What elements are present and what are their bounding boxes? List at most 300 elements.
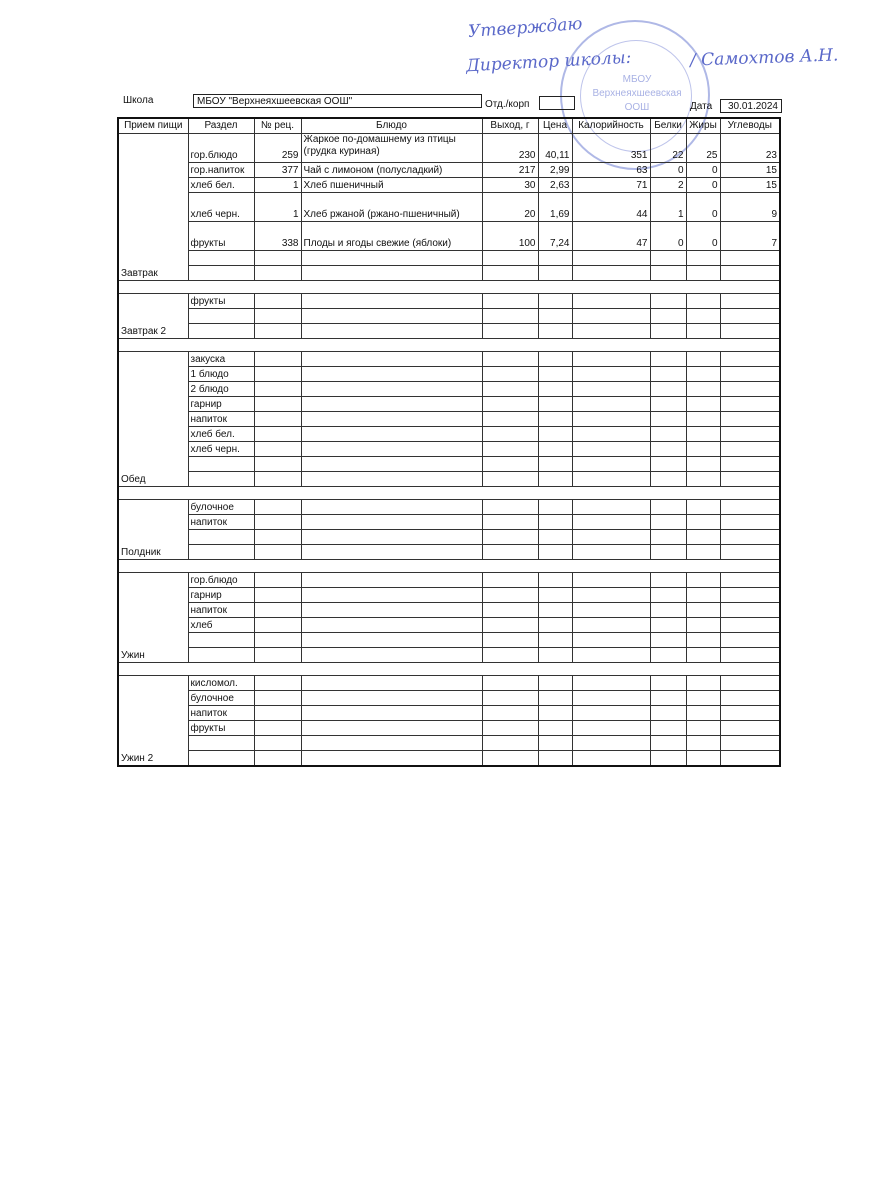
yield-cell	[482, 324, 538, 339]
kcal-cell: 71	[572, 178, 650, 193]
section-cell: гор.блюдо	[188, 573, 254, 588]
fat-cell	[686, 427, 720, 442]
carbs-cell	[720, 706, 780, 721]
section-cell	[188, 736, 254, 751]
recipe-cell	[254, 588, 301, 603]
school-field[interactable]: МБОУ "Верхнеяхшеевская ООШ"	[193, 94, 482, 108]
protein-cell	[650, 515, 686, 530]
recipe-cell	[254, 324, 301, 339]
price-cell	[538, 294, 572, 309]
section-cell	[188, 530, 254, 545]
fat-cell	[686, 515, 720, 530]
yield-cell	[482, 706, 538, 721]
meal-separator-cell	[118, 560, 780, 573]
meal-separator-row	[118, 281, 780, 294]
kcal-cell	[572, 251, 650, 266]
stamp-name: Верхнеяхшеевская	[592, 88, 682, 99]
recipe-cell: 1	[254, 193, 301, 222]
price-cell: 7,24	[538, 222, 572, 251]
recipe-cell	[254, 676, 301, 691]
section-cell: гор.напиток	[188, 163, 254, 178]
table-row	[118, 427, 780, 442]
carbs-cell	[720, 457, 780, 472]
kcal-cell	[572, 530, 650, 545]
kcal-cell	[572, 648, 650, 663]
yield-cell	[482, 427, 538, 442]
kcal-cell	[572, 472, 650, 487]
recipe-cell	[254, 633, 301, 648]
price-cell	[538, 633, 572, 648]
kcal-cell: 63	[572, 163, 650, 178]
section-cell: хлеб черн.	[188, 442, 254, 457]
protein-cell	[650, 382, 686, 397]
section-cell: хлеб бел.	[188, 178, 254, 193]
kcal-cell	[572, 618, 650, 633]
fat-cell	[686, 676, 720, 691]
fat-cell	[686, 457, 720, 472]
protein-cell: 2	[650, 178, 686, 193]
fat-cell	[686, 352, 720, 367]
table-row	[118, 178, 780, 193]
dish-cell	[301, 352, 482, 367]
kcal-cell	[572, 294, 650, 309]
kcal-cell	[572, 382, 650, 397]
dish-cell	[301, 736, 482, 751]
kcal-cell	[572, 573, 650, 588]
menu-body	[118, 134, 780, 767]
carbs-cell	[720, 573, 780, 588]
recipe-cell: 259	[254, 134, 301, 163]
dish-cell	[301, 706, 482, 721]
dept-field[interactable]	[539, 96, 575, 110]
meal-name-cell: Завтрак 2	[118, 294, 188, 339]
kcal-cell	[572, 633, 650, 648]
protein-cell	[650, 500, 686, 515]
fat-cell: 0	[686, 163, 720, 178]
fat-cell: 0	[686, 193, 720, 222]
price-cell	[538, 530, 572, 545]
dish-cell	[301, 751, 482, 767]
kcal-cell	[572, 266, 650, 281]
carbs-cell	[720, 266, 780, 281]
table-row	[118, 721, 780, 736]
yield-cell: 230	[482, 134, 538, 163]
dish-cell: Плоды и ягоды свежие (яблоки)	[301, 222, 482, 251]
price-cell	[538, 676, 572, 691]
section-cell	[188, 633, 254, 648]
yield-cell	[482, 382, 538, 397]
protein-cell	[650, 588, 686, 603]
fat-cell	[686, 706, 720, 721]
price-cell	[538, 382, 572, 397]
carbs-cell	[720, 515, 780, 530]
dish-cell	[301, 382, 482, 397]
protein-cell	[650, 397, 686, 412]
price-cell	[538, 648, 572, 663]
yield-cell	[482, 603, 538, 618]
price-cell	[538, 367, 572, 382]
approval-line2: Директор школы:	[465, 47, 632, 77]
carbs-cell: 23	[720, 134, 780, 163]
dish-cell	[301, 134, 482, 163]
table-row	[118, 588, 780, 603]
recipe-cell	[254, 618, 301, 633]
carbs-cell	[720, 251, 780, 266]
kcal-cell	[572, 691, 650, 706]
section-cell: булочное	[188, 691, 254, 706]
carbs-cell	[720, 676, 780, 691]
carbs-cell: 15	[720, 178, 780, 193]
dish-cell	[301, 251, 482, 266]
dish-line-2: (грудка куриная)	[303, 146, 380, 157]
fat-cell: 0	[686, 178, 720, 193]
price-cell	[538, 500, 572, 515]
yield-cell	[482, 691, 538, 706]
section-cell	[188, 472, 254, 487]
yield-cell: 30	[482, 178, 538, 193]
section-cell: гарнир	[188, 397, 254, 412]
protein-cell	[650, 545, 686, 560]
section-cell	[188, 751, 254, 767]
yield-cell	[482, 442, 538, 457]
dish-cell	[301, 427, 482, 442]
approval-line1: Утверждаю	[467, 14, 584, 42]
yield-cell	[482, 266, 538, 281]
yield-cell	[482, 472, 538, 487]
kcal-cell	[572, 397, 650, 412]
section-cell	[188, 324, 254, 339]
table-row	[118, 706, 780, 721]
dish-cell	[301, 500, 482, 515]
kcal-cell	[572, 706, 650, 721]
date-label: Дата	[690, 101, 713, 112]
protein-cell	[650, 633, 686, 648]
fat-cell	[686, 412, 720, 427]
section-cell	[188, 266, 254, 281]
yield-cell	[482, 515, 538, 530]
meal-name-cell: Завтрак	[118, 134, 188, 281]
price-cell: 1,69	[538, 193, 572, 222]
fat-cell	[686, 573, 720, 588]
price-cell	[538, 442, 572, 457]
col-header-fat: Жиры	[686, 118, 720, 134]
fat-cell	[686, 603, 720, 618]
carbs-cell	[720, 545, 780, 560]
recipe-cell	[254, 751, 301, 767]
table-row	[118, 648, 780, 663]
fat-cell	[686, 500, 720, 515]
table-row	[118, 545, 780, 560]
section-cell: булочное	[188, 500, 254, 515]
table-row	[118, 367, 780, 382]
carbs-cell: 7	[720, 222, 780, 251]
dish-cell	[301, 588, 482, 603]
fat-cell	[686, 309, 720, 324]
school-label: Школа	[123, 95, 154, 106]
fat-cell	[686, 691, 720, 706]
price-cell	[538, 397, 572, 412]
kcal-cell	[572, 427, 650, 442]
protein-cell	[650, 603, 686, 618]
table-row	[118, 382, 780, 397]
protein-cell: 22	[650, 134, 686, 163]
section-cell	[188, 648, 254, 663]
table-row	[118, 515, 780, 530]
meal-name-cell: Обед	[118, 352, 188, 487]
yield-cell	[482, 412, 538, 427]
fat-cell	[686, 588, 720, 603]
section-cell	[188, 251, 254, 266]
section-cell	[188, 457, 254, 472]
section-cell: гор.блюдо	[188, 134, 254, 163]
protein-cell	[650, 251, 686, 266]
table-row	[118, 397, 780, 412]
meal-separator-cell	[118, 487, 780, 500]
table-row	[118, 573, 780, 588]
carbs-cell	[720, 603, 780, 618]
price-cell	[538, 472, 572, 487]
kcal-cell	[572, 603, 650, 618]
dish-cell	[301, 442, 482, 457]
carbs-cell	[720, 294, 780, 309]
kcal-cell	[572, 309, 650, 324]
kcal-cell	[572, 545, 650, 560]
price-cell	[538, 457, 572, 472]
kcal-cell	[572, 676, 650, 691]
menu-table	[117, 117, 781, 767]
section-cell: напиток	[188, 603, 254, 618]
carbs-cell	[720, 412, 780, 427]
carbs-cell	[720, 472, 780, 487]
recipe-cell: 338	[254, 222, 301, 251]
protein-cell	[650, 721, 686, 736]
section-cell: хлеб черн.	[188, 193, 254, 222]
price-cell	[538, 266, 572, 281]
price-cell	[538, 691, 572, 706]
protein-cell	[650, 573, 686, 588]
table-row	[118, 442, 780, 457]
stamp-sub: ООШ	[624, 102, 650, 113]
price-cell	[538, 427, 572, 442]
dish-cell	[301, 472, 482, 487]
kcal-cell	[572, 751, 650, 767]
yield-cell: 217	[482, 163, 538, 178]
yield-cell	[482, 352, 538, 367]
table-row	[118, 736, 780, 751]
price-cell	[538, 545, 572, 560]
dish-cell	[301, 457, 482, 472]
fat-cell	[686, 382, 720, 397]
meal-separator-row	[118, 560, 780, 573]
protein-cell: 1	[650, 193, 686, 222]
carbs-cell: 9	[720, 193, 780, 222]
price-cell	[538, 309, 572, 324]
table-row	[118, 163, 780, 178]
section-cell: кисломол.	[188, 676, 254, 691]
protein-cell	[650, 352, 686, 367]
yield-cell	[482, 676, 538, 691]
col-header-carbs: Углеводы	[720, 118, 780, 134]
table-row	[118, 309, 780, 324]
table-row	[118, 676, 780, 691]
yield-cell	[482, 397, 538, 412]
table-row	[118, 222, 780, 251]
meal-name-cell: Ужин	[118, 573, 188, 663]
recipe-cell	[254, 721, 301, 736]
price-cell	[538, 736, 572, 751]
yield-cell	[482, 573, 538, 588]
section-cell: фрукты	[188, 721, 254, 736]
dish-cell	[301, 603, 482, 618]
meal-name-cell: Ужин 2	[118, 676, 188, 767]
recipe-cell	[254, 427, 301, 442]
recipe-cell	[254, 706, 301, 721]
recipe-cell	[254, 251, 301, 266]
table-row	[118, 324, 780, 339]
price-cell	[538, 573, 572, 588]
table-row	[118, 691, 780, 706]
dish-cell: Чай с лимоном (полусладкий)	[301, 163, 482, 178]
stamp-org: МБОУ	[622, 74, 652, 85]
yield-cell	[482, 588, 538, 603]
recipe-cell	[254, 367, 301, 382]
col-header-price: Цена	[538, 118, 572, 134]
col-header-dish: Блюдо	[301, 118, 482, 134]
table-row	[118, 412, 780, 427]
table-row	[118, 472, 780, 487]
protein-cell	[650, 294, 686, 309]
recipe-cell	[254, 691, 301, 706]
kcal-cell	[572, 412, 650, 427]
protein-cell	[650, 648, 686, 663]
dish-cell	[301, 367, 482, 382]
kcal-cell	[572, 736, 650, 751]
carbs-cell	[720, 618, 780, 633]
protein-cell	[650, 367, 686, 382]
price-cell	[538, 324, 572, 339]
carbs-cell	[720, 397, 780, 412]
dish-cell	[301, 721, 482, 736]
dish-cell	[301, 545, 482, 560]
approval-signature: / Самохтов А.Н.	[689, 45, 839, 71]
kcal-cell: 47	[572, 222, 650, 251]
section-cell: фрукты	[188, 222, 254, 251]
recipe-cell	[254, 294, 301, 309]
carbs-cell	[720, 309, 780, 324]
recipe-cell	[254, 515, 301, 530]
protein-cell	[650, 691, 686, 706]
col-header-kcal: Калорийность	[572, 118, 650, 134]
carbs-cell	[720, 648, 780, 663]
protein-cell	[650, 706, 686, 721]
protein-cell	[650, 736, 686, 751]
section-cell: закуска	[188, 352, 254, 367]
yield-cell	[482, 751, 538, 767]
carbs-cell	[720, 530, 780, 545]
fat-cell	[686, 751, 720, 767]
protein-cell	[650, 324, 686, 339]
meal-name-cell: Полдник	[118, 500, 188, 560]
protein-cell	[650, 457, 686, 472]
protein-cell	[650, 618, 686, 633]
yield-cell	[482, 648, 538, 663]
meal-separator-row	[118, 663, 780, 676]
table-row	[118, 618, 780, 633]
kcal-cell: 351	[572, 134, 650, 163]
carbs-cell	[720, 324, 780, 339]
yield-cell	[482, 251, 538, 266]
dish-cell	[301, 412, 482, 427]
date-field[interactable]: 30.01.2024	[720, 99, 782, 113]
price-cell	[538, 251, 572, 266]
yield-cell	[482, 633, 538, 648]
recipe-cell: 377	[254, 163, 301, 178]
col-header-section: Раздел	[188, 118, 254, 134]
recipe-cell	[254, 603, 301, 618]
kcal-cell	[572, 442, 650, 457]
col-header-protein: Белки	[650, 118, 686, 134]
section-cell: фрукты	[188, 294, 254, 309]
dish-cell	[301, 676, 482, 691]
carbs-cell	[720, 367, 780, 382]
kcal-cell	[572, 352, 650, 367]
table-row	[118, 500, 780, 515]
fat-cell	[686, 472, 720, 487]
yield-cell	[482, 500, 538, 515]
kcal-cell	[572, 588, 650, 603]
price-cell	[538, 603, 572, 618]
table-row	[118, 530, 780, 545]
section-cell: 1 блюдо	[188, 367, 254, 382]
carbs-cell	[720, 588, 780, 603]
recipe-cell	[254, 500, 301, 515]
fat-cell	[686, 618, 720, 633]
fat-cell	[686, 324, 720, 339]
fat-cell	[686, 442, 720, 457]
recipe-cell	[254, 648, 301, 663]
price-cell	[538, 352, 572, 367]
table-header-row	[118, 118, 780, 134]
yield-cell	[482, 721, 538, 736]
protein-cell	[650, 472, 686, 487]
kcal-cell	[572, 500, 650, 515]
protein-cell	[650, 412, 686, 427]
dish-cell: Хлеб пшеничный	[301, 178, 482, 193]
yield-cell	[482, 309, 538, 324]
table-row	[118, 134, 780, 163]
carbs-cell	[720, 721, 780, 736]
dish-cell	[301, 691, 482, 706]
section-cell: напиток	[188, 706, 254, 721]
carbs-cell	[720, 736, 780, 751]
price-cell	[538, 412, 572, 427]
table-row	[118, 603, 780, 618]
section-cell: хлеб бел.	[188, 427, 254, 442]
dish-cell	[301, 633, 482, 648]
fat-cell	[686, 648, 720, 663]
yield-cell	[482, 736, 538, 751]
section-cell	[188, 309, 254, 324]
yield-cell	[482, 367, 538, 382]
dish-cell	[301, 266, 482, 281]
dish-cell	[301, 648, 482, 663]
price-cell	[538, 721, 572, 736]
protein-cell	[650, 530, 686, 545]
price-cell	[538, 751, 572, 767]
carbs-cell	[720, 352, 780, 367]
carbs-cell	[720, 633, 780, 648]
col-header-recipe: № рец.	[254, 118, 301, 134]
